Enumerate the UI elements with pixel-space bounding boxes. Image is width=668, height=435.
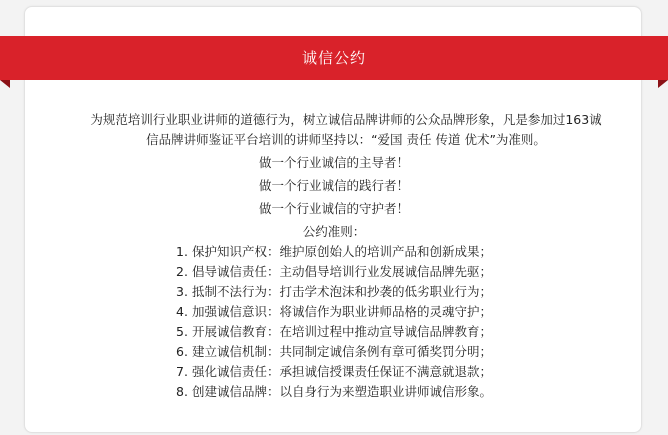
motto-line: 做一个行业诚信的主导者！ bbox=[258, 155, 409, 170]
rule-item: 4. 加强诚信意识：将诚信作为职业讲师品格的灵魂守护； bbox=[176, 304, 492, 319]
rule-item: 7. 强化诚信责任：承担诚信授课责任保证不满意就退款； bbox=[176, 364, 492, 379]
motto-line: 做一个行业诚信的践行者！ bbox=[258, 178, 409, 193]
motto-line: 做一个行业诚信的守护者！ bbox=[258, 201, 409, 216]
intro-paragraph bbox=[40, 110, 628, 150]
rule-item: 6. 建立诚信机制：共同制定诚信条例有章可循奖罚分明； bbox=[176, 344, 492, 359]
intro-line-2: 信品牌讲师鉴证平台培训的讲师坚持以：“爱国 责任 传道 优术”为准则。 bbox=[146, 132, 546, 147]
banner-fold-right bbox=[658, 80, 668, 88]
rule-item: 8. 创建诚信品牌：以自身行为来塑造职业讲师诚信形象。 bbox=[176, 384, 492, 399]
rule-item: 5. 开展诚信教育：在培训过程中推动宣导诚信品牌教育； bbox=[176, 324, 492, 339]
rule-item: 1. 保护知识产权：维护原创始人的培训产品和创新成果； bbox=[176, 244, 492, 259]
covenant-content bbox=[40, 110, 628, 402]
rules-list bbox=[40, 242, 628, 402]
banner-fold-left bbox=[0, 80, 10, 88]
rule-item: 2. 倡导诚信责任：主动倡导培训行业发展诚信品牌先驱； bbox=[176, 264, 492, 279]
rules-title: 公约准则： bbox=[302, 224, 366, 239]
page-title: 诚信公约 bbox=[301, 49, 366, 67]
rule-item: 3. 抵制不法行为：打击学术泡沫和抄袭的低劣职业行为； bbox=[176, 284, 492, 299]
intro-line-1: 为规范培训行业职业讲师的道德行为，树立诚信品牌讲师的公众品牌形象，凡是参加过163诚 bbox=[90, 112, 602, 127]
